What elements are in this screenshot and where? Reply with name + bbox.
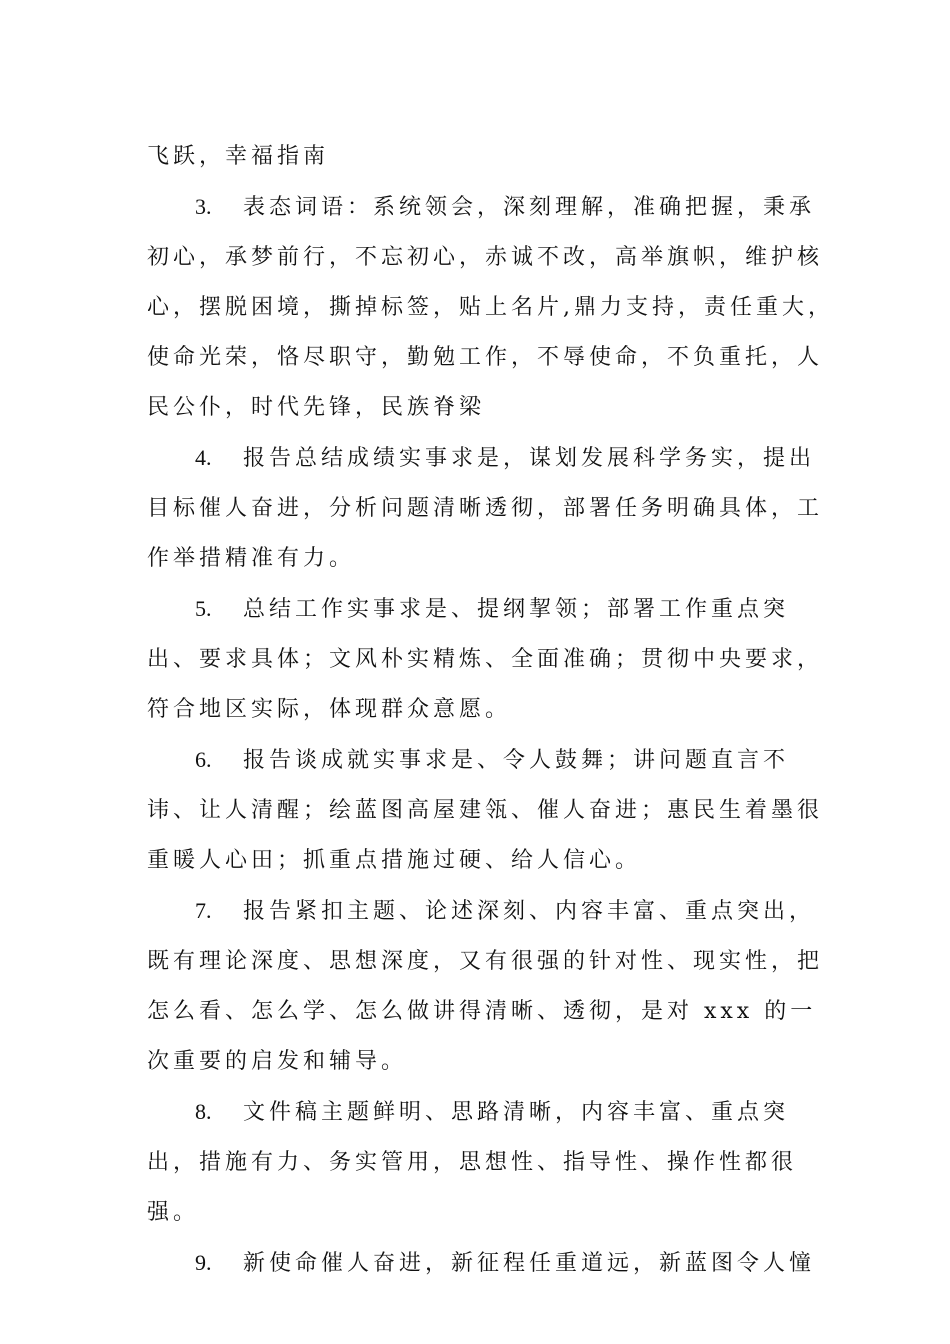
paragraph-text: 报告总结成绩实事求是，谋划发展科学务实，提出目标催人奋进，分析问题清晰透彻，部署任务明确具体，工作举措精准有力。 [147,446,824,571]
paragraph-text: 文件稿主题鲜明、思路清晰，内容丰富、重点突出，措施有力、务实管用，思想性、指导性、操作性都很强。 [147,1100,798,1225]
paragraph-text: 报告紧扣主题、论述深刻、内容丰富、重点突出，既有理论深度、思想深度，又有很强的针对性、现实性，把怎么看、怎么学、怎么做讲得清晰、透彻，是对 xxx 的一次重要的启发和辅导。 [147,899,824,1074]
document-body [147,132,837,1289]
list-item-7 [147,886,837,1087]
list-number: 7. [195,898,212,923]
list-item-8 [147,1087,837,1238]
list-item-9 [147,1238,837,1289]
paragraph-text: 飞跃，幸福指南 [147,144,330,169]
list-number: 9. [195,1250,212,1275]
list-number: 4. [195,445,212,470]
list-item-3 [147,182,837,433]
paragraph-text: 新使命催人奋进，新征程任重道远，新蓝图令人憧 [243,1251,816,1276]
paragraph-continuation [147,132,837,182]
list-number: 6. [195,747,212,772]
list-number: 3. [195,194,212,219]
list-number: 8. [195,1099,212,1124]
list-item-5 [147,584,837,735]
paragraph-text: 表态词语：系统领会，深刻理解，准确把握，秉承初心，承梦前行，不忘初心，赤诚不改，高举旗帜，维护核心，摆脱困境，撕掉标签，贴上名片,鼎力支持，责任重大，使命光荣，恪尽职守，勤勉工作，不辱使命，不负重托，人民公仆，时代先锋，民族脊梁 [147,195,834,420]
list-number: 5. [195,596,212,621]
paragraph-text: 总结工作实事求是、提纲挈领；部署工作重点突出、要求具体；文风朴实精炼、全面准确；贯彻中央要求，符合地区实际，体现群众意愿。 [147,597,824,722]
list-item-6 [147,735,837,886]
list-item-4 [147,433,837,584]
paragraph-text: 报告谈成就实事求是、令人鼓舞；讲问题直言不讳、让人清醒；绘蓝图高屋建瓴、催人奋进；惠民生着墨很重暖人心田；抓重点措施过硬、给人信心。 [147,748,824,873]
